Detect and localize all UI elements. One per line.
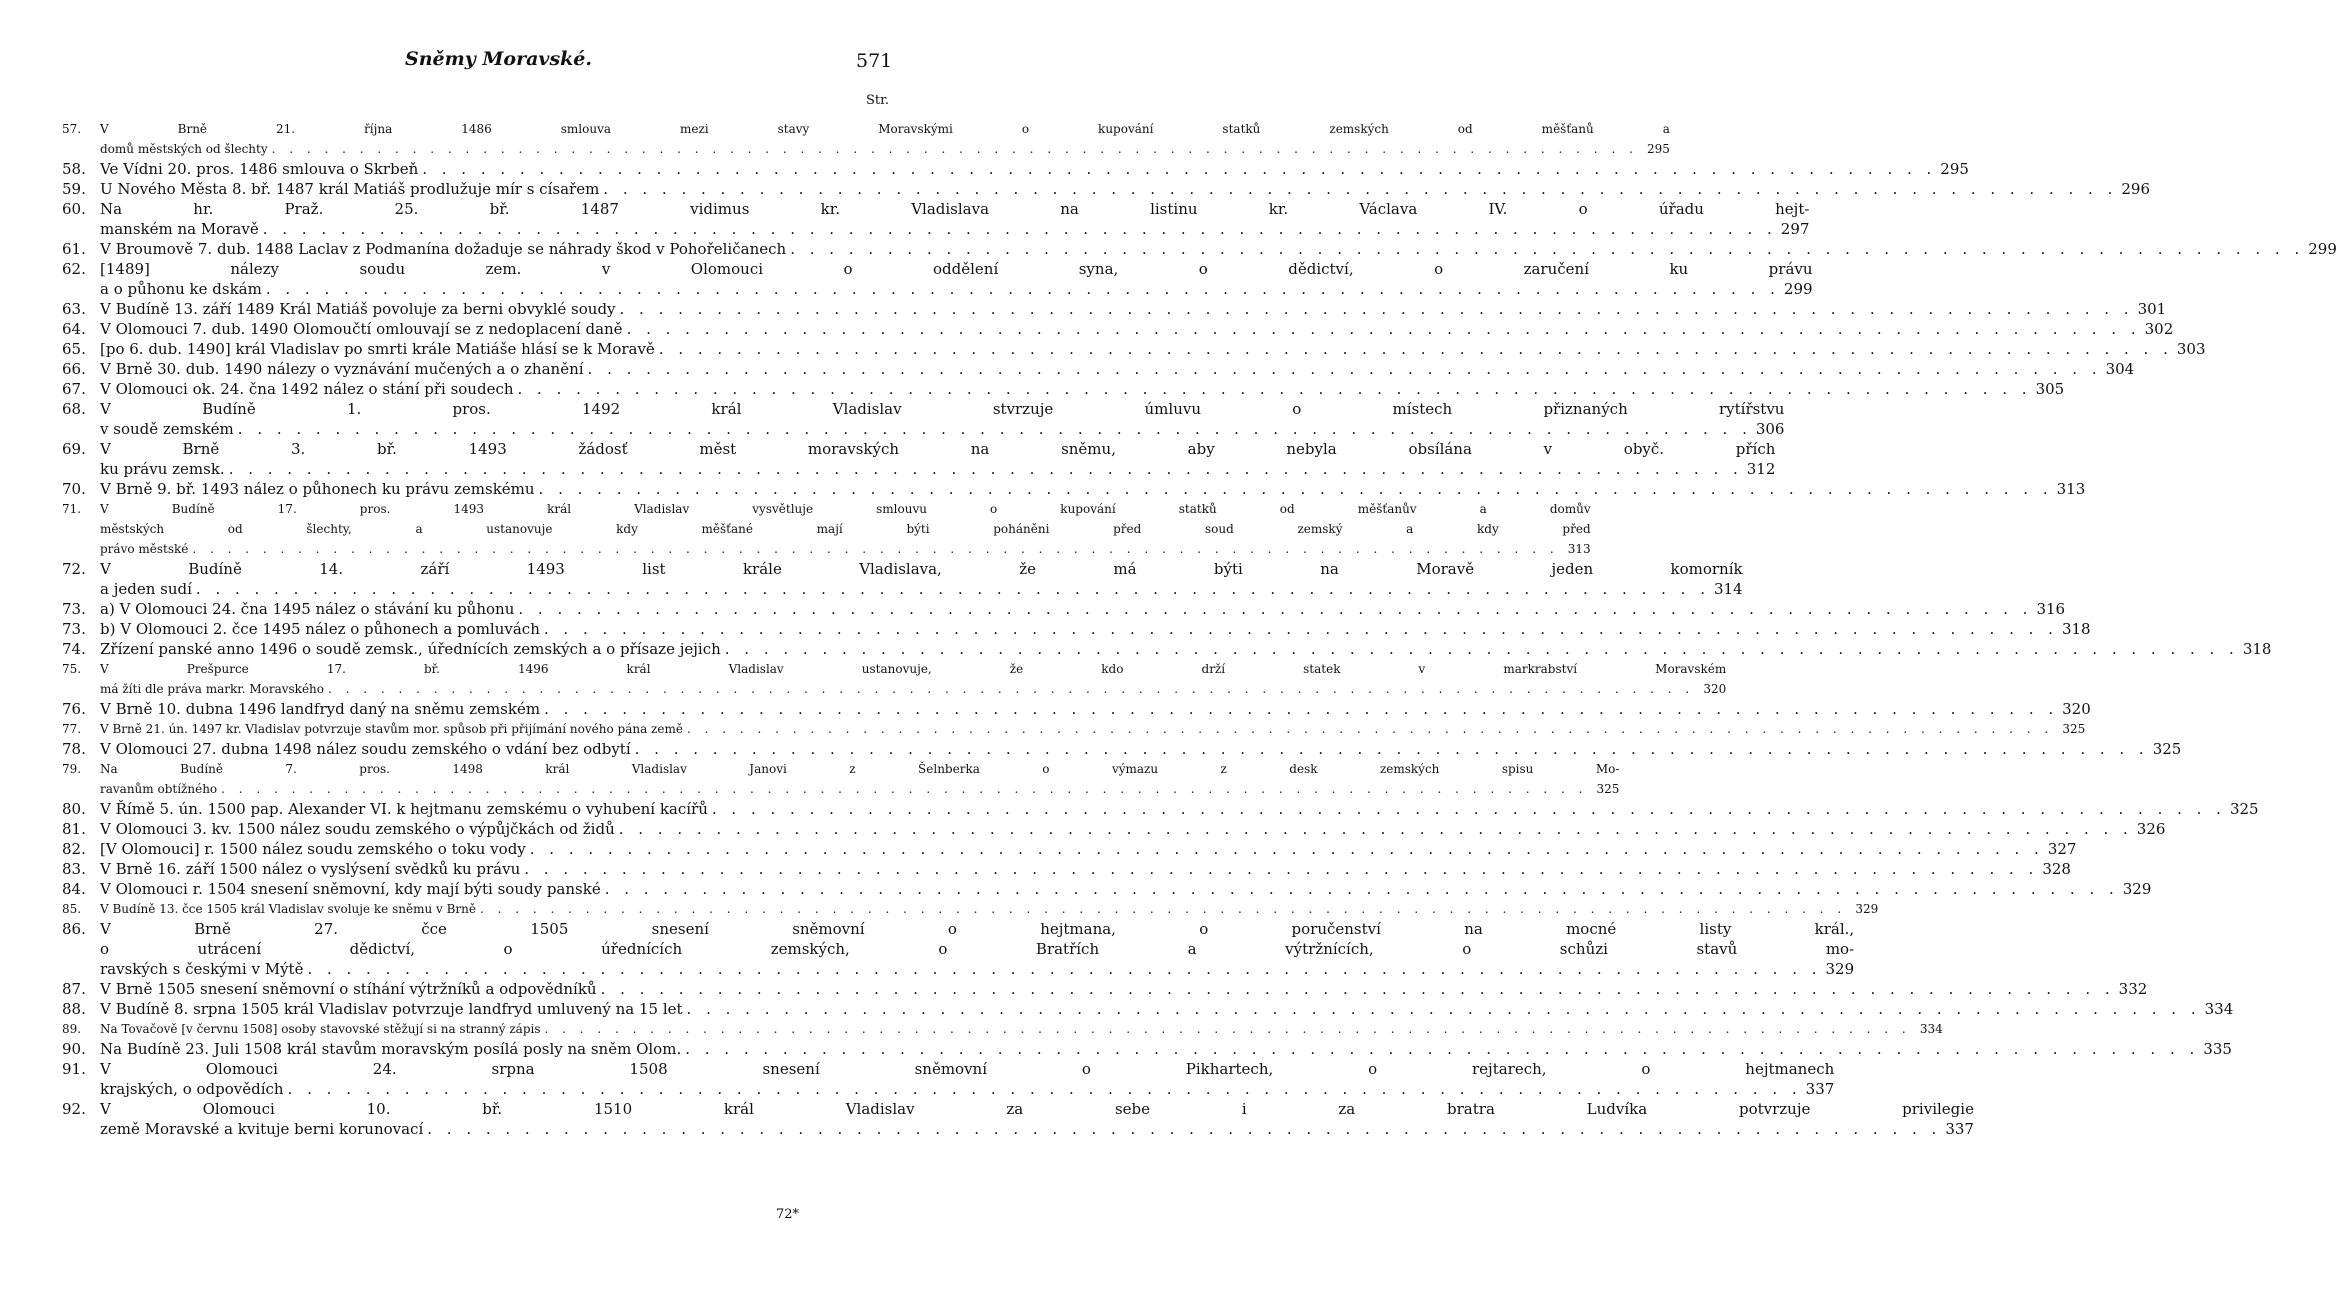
entry-page-number: 302	[2144, 320, 2174, 338]
entry-number: 84.	[62, 880, 86, 898]
entry-number: 79.	[62, 762, 82, 776]
entry-line: V Budíně 1. pros. 1492 král Vladislav stvrzuje úmluvu o místech přiznaných rytířstvu	[100, 400, 1785, 418]
entry-last-line	[100, 859, 2071, 879]
dot-leader	[786, 239, 2308, 259]
dot-leader	[721, 639, 2243, 659]
entry-last-line	[100, 779, 1619, 799]
entry-text	[100, 359, 2134, 379]
entry-page-number: 332	[2118, 980, 2148, 998]
list-item	[62, 339, 2206, 359]
entry-text	[100, 859, 2071, 879]
entry-number: 73.	[62, 600, 86, 618]
dot-leader	[268, 139, 1642, 159]
entry-last-line	[100, 619, 2091, 639]
entry-title: V Brně 1505 snesení sněmovní o stíhání výtržníků a odpovědníků	[100, 980, 597, 998]
list-item	[62, 879, 2152, 899]
entry-last-line	[100, 239, 2337, 259]
entry-title: [V Olomouci] r. 1500 nález soudu zemského o toku vody	[100, 840, 526, 858]
entry-page-number: 337	[1945, 1120, 1974, 1138]
entry-number: 88.	[62, 1000, 86, 1018]
entry-last-line	[100, 539, 1591, 559]
entry-last-line	[100, 179, 2150, 199]
dot-leader	[540, 699, 2062, 719]
list-item	[62, 819, 2166, 839]
entry-text	[100, 259, 1813, 299]
entry-title: V Brně 9. bř. 1493 nález o půhonech ku právu zemskému	[100, 480, 535, 498]
list-item	[62, 159, 1969, 179]
entry-title: a) V Olomouci 24. čna 1495 nález o stávání ku půhonu	[100, 600, 515, 618]
dot-leader	[708, 799, 2230, 819]
entry-page-number: 325	[2062, 722, 2086, 736]
entry-number: 73.	[62, 620, 86, 638]
entry-number: 78.	[62, 740, 86, 758]
list-item	[62, 299, 2167, 319]
dot-leader	[683, 719, 2057, 739]
entry-title: V Brně 30. dub. 1490 nálezy o vyznávání mučených a o zhanění	[100, 360, 584, 378]
entry-title: V Budíně 13. čce 1505 král Vladislav svoluje ke sněmu v Brně	[100, 902, 476, 916]
entry-last-line	[100, 459, 1775, 479]
entry-number: 87.	[62, 980, 86, 998]
entry-last-line	[100, 1119, 1974, 1139]
entry-page-number: 295	[1646, 142, 1670, 156]
entry-text	[100, 119, 1670, 159]
entry-page-number: 303	[2176, 340, 2206, 358]
list-item	[62, 999, 2234, 1019]
entry-number: 62.	[62, 260, 86, 278]
dot-leader	[541, 1019, 1915, 1039]
entry-title: krajských, o odpovědích	[100, 1080, 284, 1098]
entry-text	[100, 1039, 2232, 1059]
entry-page-number: 313	[2056, 480, 2086, 498]
entry-number: 67.	[62, 380, 86, 398]
dot-leader	[623, 319, 2145, 339]
entry-last-line	[100, 679, 1726, 699]
list-item	[62, 239, 2337, 259]
entry-last-line	[100, 899, 1878, 919]
dot-leader	[616, 299, 2138, 319]
entry-page-number: 304	[2105, 360, 2135, 378]
dot-leader	[303, 959, 1825, 979]
entry-page-number: 305	[2035, 380, 2065, 398]
entry-page-number: 320	[2062, 700, 2091, 718]
list-item	[62, 859, 2071, 879]
dot-leader	[615, 819, 2137, 839]
entry-page-number: 325	[2152, 740, 2182, 758]
entry-line: městských od šlechty, a ustanovuje kdy měšťané mají býti poháněni před soud zemský a kdy před	[100, 522, 1591, 536]
entry-last-line	[100, 879, 2151, 899]
entry-title: má žíti dle práva markr. Moravského	[100, 682, 324, 696]
entry-last-line	[100, 1019, 1943, 1039]
entry-title: V Římě 5. ún. 1500 pap. Alexander VI. k hejtmanu zemskému o vyhubení kacířů	[100, 800, 708, 818]
entry-number: 82.	[62, 840, 86, 858]
entry-last-line	[100, 959, 1854, 979]
dot-leader	[683, 999, 2205, 1019]
entry-last-line	[100, 599, 2065, 619]
entry-number: 89.	[62, 1022, 82, 1036]
entry-page-number: 318	[2242, 640, 2272, 658]
list-item	[62, 119, 1670, 159]
entry-title: V Broumově 7. dub. 1488 Laclav z Podmanína dožaduje se náhrady škod v Pohořeličanech	[100, 240, 787, 258]
dot-leader	[655, 339, 2177, 359]
entry-text	[100, 319, 2173, 339]
entry-text	[100, 719, 2085, 739]
list-item	[62, 379, 2065, 399]
entry-number: 92.	[62, 1100, 86, 1118]
entry-last-line	[100, 799, 2259, 819]
entry-title: ravanům obtížného	[100, 782, 218, 796]
list-item	[62, 499, 1591, 559]
entry-page-number: 320	[1703, 682, 1727, 696]
entry-number: 71.	[62, 502, 82, 516]
entry-title: V Brně 16. září 1500 nález o vyslýsení svědků ku právu	[100, 860, 521, 878]
list-item	[62, 399, 1785, 439]
entry-number: 68.	[62, 400, 86, 418]
entry-line: V Brně 3. bř. 1493 žádosť měst moravských na sněmu, aby nebyla obsílána v obyč. přích	[100, 440, 1776, 458]
dot-leader	[601, 879, 2123, 899]
entry-last-line	[100, 739, 2181, 759]
entry-page-number: 312	[1746, 460, 1776, 478]
entry-title: Na Tovačově [v červnu 1508] osoby stavovské stěžují si na stranný zápis	[100, 1022, 541, 1036]
dot-leader	[225, 459, 1747, 479]
entry-title: V Olomouci 27. dubna 1498 nález soudu zemského o vdání bez odbytí	[100, 740, 631, 758]
entry-last-line	[100, 419, 1784, 439]
list-item	[62, 919, 1855, 979]
entry-text	[100, 639, 2271, 659]
list-item	[62, 259, 1813, 299]
entry-title: a jeden sudí	[100, 580, 192, 598]
list-item	[62, 639, 2272, 659]
list-item	[62, 619, 2091, 639]
entry-line: V Budíně 14. září 1493 list krále Vladislava, že má býti na Moravě jeden komorník	[100, 560, 1743, 578]
running-title: Sněmy Moravské.	[405, 48, 593, 70]
entry-text	[100, 839, 2076, 859]
entry-title: domů městských od šlechty	[100, 142, 268, 156]
dot-leader	[535, 479, 2057, 499]
dot-leader	[192, 579, 1714, 599]
entry-title: právo městské	[100, 542, 189, 556]
signature-mark: 72*	[776, 1207, 800, 1222]
list-item	[62, 759, 1620, 799]
dot-leader	[284, 1079, 1806, 1099]
entry-number: 74.	[62, 640, 86, 658]
entry-line: V Brně 21. října 1486 smlouva mezi stavy Moravskými o kupování statků zemských od měšťanů a	[100, 122, 1670, 136]
list-item	[62, 979, 2148, 999]
entry-last-line	[100, 579, 1743, 599]
entry-title: V Budíně 8. srpna 1505 král Vladislav potvrzuje landfryd umluvený na 15 let	[100, 1000, 683, 1018]
entry-title: země Moravské a kvituje berni korunovací	[100, 1120, 424, 1138]
entry-page-number: 313	[1567, 542, 1591, 556]
dot-leader	[631, 739, 2153, 759]
entry-text	[100, 199, 1809, 239]
entry-text	[100, 399, 1784, 439]
entry-page-number: 306	[1755, 420, 1785, 438]
entry-number: 57.	[62, 122, 82, 136]
entry-last-line	[100, 819, 2165, 839]
entry-page-number: 318	[2061, 620, 2091, 638]
entry-text	[100, 499, 1591, 559]
list-item	[62, 199, 1810, 239]
entry-line: Na hr. Praž. 25. bř. 1487 vidimus kr. Vladislava na listinu kr. Václava IV. o úřadu hejt-	[100, 200, 1810, 218]
list-item	[62, 599, 2066, 619]
entry-number: 81.	[62, 820, 86, 838]
dot-leader	[540, 619, 2062, 639]
entry-title: V Budíně 13. září 1489 Král Matiáš povoluje za berni obvyklé soudy	[100, 300, 616, 318]
entry-last-line	[100, 1039, 2232, 1059]
entry-line: [1489] nálezy soudu zem. v Olomouci o oddělení syna, o dědictví, o zaručení ku právu	[100, 260, 1813, 278]
entry-text	[100, 1019, 1943, 1039]
list-item	[62, 839, 2077, 859]
entry-number: 65.	[62, 340, 86, 358]
entry-last-line	[100, 299, 2166, 319]
entry-number: 63.	[62, 300, 86, 318]
entry-last-line	[100, 279, 1813, 299]
entry-number: 85.	[62, 902, 82, 916]
entry-last-line	[100, 379, 2064, 399]
dot-leader	[681, 1039, 2203, 1059]
dot-leader	[188, 539, 1562, 559]
entry-line: V Olomouci 24. srpna 1508 snesení sněmovní o Pikhartech, o rejtarech, o hejtmanech	[100, 1060, 1835, 1078]
entry-page-number: 297	[1780, 220, 1810, 238]
dot-leader	[584, 359, 2106, 379]
entry-title: Na Budíně 23. Juli 1508 král stavům moravským posílá posly na sněm Olom.	[100, 1040, 682, 1058]
list-item	[62, 359, 2135, 379]
dot-leader	[514, 379, 2036, 399]
entry-title: ku právu zemsk.	[100, 460, 225, 478]
entry-text	[100, 899, 1878, 919]
entry-page-number: 299	[1783, 280, 1813, 298]
entry-text	[100, 379, 2064, 399]
entry-text	[100, 979, 2147, 999]
dot-leader	[324, 679, 1698, 699]
dot-leader	[423, 1119, 1945, 1139]
entry-line: o utrácení dědictví, o úřednících zemských, o Bratřích a výtržnících, o schůzi stavů mo-	[100, 940, 1855, 958]
dot-leader	[234, 419, 1756, 439]
entry-last-line	[100, 839, 2076, 859]
page-number: 571	[856, 50, 893, 72]
entry-last-line	[100, 219, 1809, 239]
entry-page-number: 299	[2308, 240, 2337, 258]
entry-text	[100, 439, 1775, 479]
entry-text	[100, 759, 1619, 799]
entry-text	[100, 239, 2337, 259]
entry-text	[100, 819, 2165, 839]
dot-leader	[476, 899, 1850, 919]
entry-page-number: 325	[1596, 782, 1620, 796]
entry-title: v soudě zemském	[100, 420, 234, 438]
entry-last-line	[100, 159, 1969, 179]
entry-title: V Olomouci 3. kv. 1500 nález soudu zemského o výpůjčkách od židů	[100, 820, 615, 838]
dot-leader	[514, 599, 2036, 619]
entry-last-line	[100, 479, 2085, 499]
entry-text	[100, 799, 2259, 819]
entry-page-number: 295	[1940, 160, 1969, 178]
dot-leader	[597, 979, 2119, 999]
entry-text	[100, 1099, 1974, 1139]
list-item	[62, 739, 2182, 759]
entry-line: V Prešpurce 17. bř. 1496 král Vladislav ustanovuje, že kdo drží statek v markrabství Moravském	[100, 662, 1727, 676]
entry-text	[100, 619, 2091, 639]
entry-text	[100, 599, 2065, 619]
dot-leader	[259, 219, 1781, 239]
entry-text	[100, 999, 2233, 1019]
entry-text	[100, 559, 1743, 599]
entry-number: 60.	[62, 200, 86, 218]
entry-last-line	[100, 719, 2085, 739]
entry-page-number: 301	[2137, 300, 2167, 318]
dot-leader	[262, 279, 1784, 299]
dot-leader	[520, 859, 2042, 879]
table-of-contents	[62, 119, 2337, 1139]
list-item	[62, 719, 2086, 739]
dot-leader	[418, 159, 1940, 179]
list-item	[62, 1059, 1835, 1099]
entry-page-number: 326	[2136, 820, 2166, 838]
entry-number: 69.	[62, 440, 86, 458]
dot-leader	[217, 779, 1591, 799]
entry-last-line	[100, 999, 2233, 1019]
entry-line: V Budíně 17. pros. 1493 král Vladislav vysvětluje smlouvu o kupování statků od měšťanův a domův	[100, 502, 1591, 516]
entry-text	[100, 919, 1854, 979]
entry-title: Ve Vídni 20. pros. 1486 smlouva o Skrbeň	[100, 160, 419, 178]
entry-page-number: 337	[1805, 1080, 1835, 1098]
list-item	[62, 179, 2150, 199]
entry-page-number: 296	[2121, 180, 2150, 198]
entry-number: 75.	[62, 662, 82, 676]
entry-text	[100, 1059, 1834, 1099]
entry-last-line	[100, 979, 2147, 999]
list-item	[62, 479, 2086, 499]
entry-last-line	[100, 699, 2091, 719]
entry-title: a o půhonu ke dskám	[100, 280, 262, 298]
entry-text	[100, 739, 2181, 759]
entry-title: ravských s českými v Mýtě	[100, 960, 304, 978]
entry-last-line	[100, 139, 1670, 159]
entry-line: Na Budíně 7. pros. 1498 král Vladislav Janovi z Šelnberka o výmazu z desk zemských spisu Mo-	[100, 762, 1620, 776]
entry-page-number: 316	[2036, 600, 2066, 618]
entry-page-number: 314	[1713, 580, 1743, 598]
entry-last-line	[100, 1079, 1834, 1099]
entry-number: 76.	[62, 700, 86, 718]
list-item	[62, 559, 1743, 599]
entry-title: b) V Olomouci 2. čce 1495 nález o půhonech a pomluvách	[100, 620, 540, 638]
entry-number: 66.	[62, 360, 86, 378]
entry-page-number: 334	[1919, 1022, 1943, 1036]
entry-text	[100, 699, 2091, 719]
list-item	[62, 659, 1727, 699]
list-item	[62, 1019, 1943, 1039]
entry-title: V Brně 10. dubna 1496 landfryd daný na sněmu zemském	[100, 700, 541, 718]
entry-title: U Nového Města 8. bř. 1487 král Matiáš prodlužuje mír s císařem	[100, 180, 600, 198]
entry-page-number: 329	[1825, 960, 1855, 978]
entry-page-number: 329	[2122, 880, 2152, 898]
entry-title: Zřízení panské anno 1496 o soudě zemsk., úřednících zemských a o přísaze jejich	[100, 640, 721, 658]
dot-leader	[599, 179, 2121, 199]
entry-page-number: 335	[2203, 1040, 2232, 1058]
entry-text	[100, 659, 1726, 699]
entry-page-number: 329	[1855, 902, 1879, 916]
entry-number: 80.	[62, 800, 86, 818]
entry-page-number: 325	[2229, 800, 2259, 818]
entry-number: 83.	[62, 860, 86, 878]
entry-number: 90.	[62, 1040, 86, 1058]
dot-leader	[526, 839, 2048, 859]
entry-line: V Olomouci 10. bř. 1510 král Vladislav za sebe i za bratra Ludvíka potvrzuje privilegie	[100, 1100, 1974, 1118]
entry-title: [po 6. dub. 1490] král Vladislav po smrti krále Matiáše hlásí se k Moravě	[100, 340, 655, 358]
entry-number: 72.	[62, 560, 86, 578]
entry-line: V Brně 27. čce 1505 snesení sněmovní o hejtmana, o poručenství na mocné listy král.,	[100, 920, 1855, 938]
entry-number: 64.	[62, 320, 86, 338]
entry-last-line	[100, 639, 2271, 659]
entry-number: 70.	[62, 480, 86, 498]
entry-page-number: 328	[2042, 860, 2071, 878]
entry-title: manském na Moravě	[100, 220, 259, 238]
entry-number: 61.	[62, 240, 86, 258]
entry-page-number: 327	[2047, 840, 2077, 858]
entry-page-number: 334	[2204, 1000, 2234, 1018]
entry-title: V Olomouci r. 1504 snesení sněmovní, kdy mají býti soudy panské	[100, 880, 601, 898]
page-header	[0, 48, 960, 82]
list-item	[62, 1039, 2232, 1059]
entry-title: V Olomouci ok. 24. čna 1492 nález o stání při soudech	[100, 380, 514, 398]
entry-title: V Brně 21. ún. 1497 kr. Vladislav potvrzuje stavům mor. spůsob při přijímání nového pána země	[100, 722, 683, 736]
list-item	[62, 319, 2174, 339]
list-item	[62, 799, 2259, 819]
list-item	[62, 1099, 1974, 1139]
list-item	[62, 699, 2091, 719]
entry-last-line	[100, 339, 2206, 359]
entry-text	[100, 339, 2206, 359]
entry-last-line	[100, 359, 2134, 379]
entry-text	[100, 299, 2166, 319]
entry-text	[100, 879, 2151, 899]
entry-text	[100, 159, 1969, 179]
entry-number: 58.	[62, 160, 86, 178]
entry-number: 86.	[62, 920, 86, 938]
entry-last-line	[100, 319, 2173, 339]
entry-text	[100, 479, 2085, 499]
entry-title: V Olomouci 7. dub. 1490 Olomoučtí omlouvají se z nedoplacení daně	[100, 320, 623, 338]
page-column-heading: Str.	[866, 93, 890, 108]
entry-number: 59.	[62, 180, 86, 198]
entry-text	[100, 179, 2150, 199]
list-item	[62, 439, 1776, 479]
entry-number: 77.	[62, 722, 82, 736]
list-item	[62, 899, 1879, 919]
entry-number: 91.	[62, 1060, 86, 1078]
